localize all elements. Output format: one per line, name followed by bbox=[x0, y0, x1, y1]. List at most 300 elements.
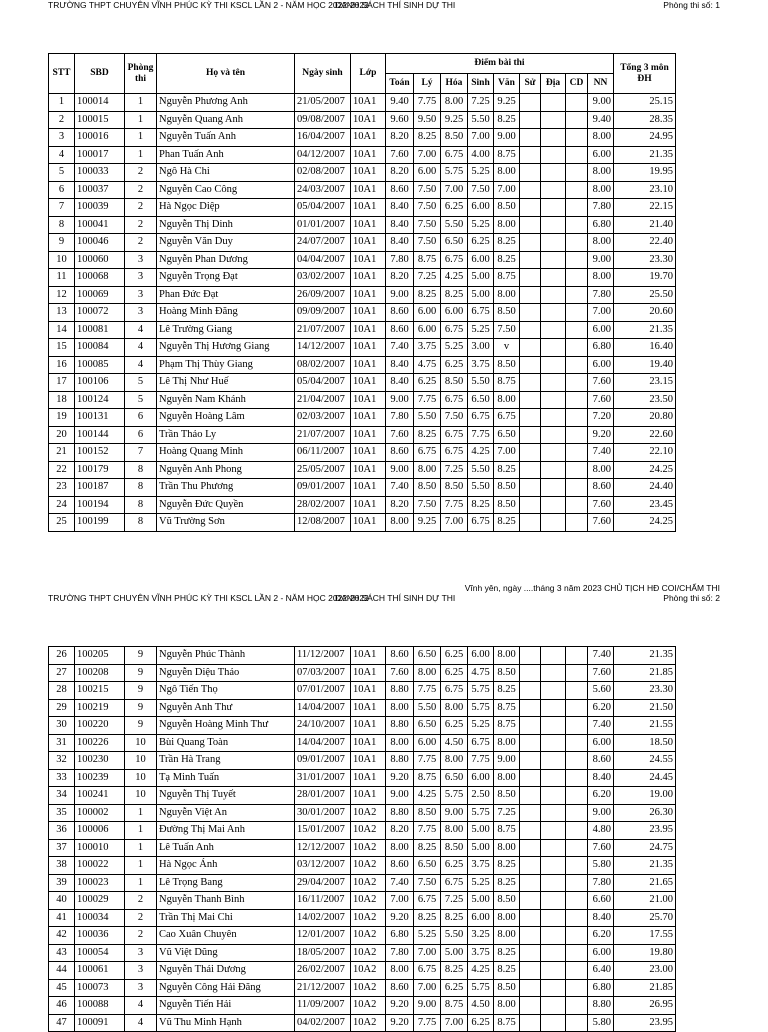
sbd-cell: 100091 bbox=[75, 1014, 125, 1032]
physics-score: 3.75 bbox=[414, 339, 441, 357]
geography-score bbox=[541, 909, 566, 927]
biology-score: 6.25 bbox=[468, 234, 494, 252]
history-score bbox=[520, 699, 541, 717]
table-row bbox=[49, 409, 676, 427]
english-score: 7.40 bbox=[588, 444, 614, 462]
geography-score bbox=[541, 164, 566, 182]
stt-cell: 41 bbox=[49, 909, 75, 927]
sbd-cell: 100219 bbox=[75, 699, 125, 717]
english-score: 7.60 bbox=[588, 496, 614, 514]
room-cell: 8 bbox=[125, 496, 157, 514]
col-subject: Địa bbox=[541, 74, 566, 94]
table-row bbox=[49, 129, 676, 147]
sbd-cell: 100144 bbox=[75, 426, 125, 444]
history-score bbox=[520, 514, 541, 532]
english-score: 8.00 bbox=[588, 234, 614, 252]
class-cell: 10A1 bbox=[351, 514, 386, 532]
sbd-cell: 100230 bbox=[75, 752, 125, 770]
literature-score: 8.00 bbox=[494, 997, 520, 1015]
sbd-cell: 100106 bbox=[75, 374, 125, 392]
geography-score bbox=[541, 822, 566, 840]
geography-score bbox=[541, 857, 566, 875]
name-cell: Vũ Trường Sơn bbox=[157, 514, 295, 532]
dob-cell: 14/04/2007 bbox=[295, 734, 351, 752]
literature-score: 8.00 bbox=[494, 391, 520, 409]
table-row bbox=[49, 356, 676, 374]
room-cell: 3 bbox=[125, 251, 157, 269]
class-cell: 10A1 bbox=[351, 216, 386, 234]
biology-score: 5.75 bbox=[468, 804, 494, 822]
civics-score bbox=[566, 391, 588, 409]
history-score bbox=[520, 94, 541, 112]
table-row bbox=[49, 251, 676, 269]
chemistry-score: 5.50 bbox=[441, 927, 468, 945]
table-row bbox=[49, 111, 676, 129]
table-row bbox=[49, 234, 676, 252]
total-score: 25.50 bbox=[614, 286, 676, 304]
name-cell: Nguyễn Hoàng Lâm bbox=[157, 409, 295, 427]
stt-cell: 32 bbox=[49, 752, 75, 770]
name-cell: Nguyễn Thị Tuyết bbox=[157, 787, 295, 805]
name-cell: Nguyễn Công Hải Đăng bbox=[157, 979, 295, 997]
history-score bbox=[520, 769, 541, 787]
physics-score: 7.00 bbox=[414, 979, 441, 997]
literature-score: 6.50 bbox=[494, 426, 520, 444]
biology-score: 7.00 bbox=[468, 129, 494, 147]
english-score: 5.80 bbox=[588, 857, 614, 875]
math-score: 9.00 bbox=[386, 461, 414, 479]
table-row bbox=[49, 321, 676, 339]
stt-cell: 6 bbox=[49, 181, 75, 199]
stt-cell: 21 bbox=[49, 444, 75, 462]
physics-score: 5.50 bbox=[414, 699, 441, 717]
biology-score: 5.75 bbox=[468, 979, 494, 997]
literature-score: 8.00 bbox=[494, 769, 520, 787]
chemistry-score: 6.75 bbox=[441, 444, 468, 462]
class-cell: 10A2 bbox=[351, 979, 386, 997]
civics-score bbox=[566, 962, 588, 980]
stt-cell: 10 bbox=[49, 251, 75, 269]
literature-score: 8.50 bbox=[494, 664, 520, 682]
history-score bbox=[520, 1014, 541, 1032]
biology-score: 3.75 bbox=[468, 944, 494, 962]
history-score bbox=[520, 286, 541, 304]
history-score bbox=[520, 146, 541, 164]
stt-cell: 4 bbox=[49, 146, 75, 164]
total-score: 26.95 bbox=[614, 997, 676, 1015]
dob-cell: 15/01/2007 bbox=[295, 822, 351, 840]
biology-score: 5.50 bbox=[468, 461, 494, 479]
history-score bbox=[520, 374, 541, 392]
name-cell: Nguyễn Phúc Thành bbox=[157, 647, 295, 665]
chemistry-score: 9.00 bbox=[441, 804, 468, 822]
dob-cell: 07/01/2007 bbox=[295, 682, 351, 700]
sbd-cell: 100061 bbox=[75, 962, 125, 980]
table-row bbox=[49, 839, 676, 857]
math-score: 9.20 bbox=[386, 909, 414, 927]
table-row bbox=[49, 164, 676, 182]
geography-score bbox=[541, 979, 566, 997]
civics-score bbox=[566, 234, 588, 252]
col-subject: Hóa bbox=[441, 74, 468, 94]
stt-cell: 16 bbox=[49, 356, 75, 374]
total-score: 23.95 bbox=[614, 822, 676, 840]
stt-cell: 45 bbox=[49, 979, 75, 997]
english-score: 6.00 bbox=[588, 356, 614, 374]
geography-score bbox=[541, 251, 566, 269]
geography-score bbox=[541, 444, 566, 462]
stt-cell: 38 bbox=[49, 857, 75, 875]
sbd-cell: 100072 bbox=[75, 304, 125, 322]
physics-score: 7.50 bbox=[414, 234, 441, 252]
english-score: 5.80 bbox=[588, 1014, 614, 1032]
math-score: 6.80 bbox=[386, 927, 414, 945]
literature-score: 8.25 bbox=[494, 461, 520, 479]
dob-cell: 16/11/2007 bbox=[295, 892, 351, 910]
math-score: 8.20 bbox=[386, 269, 414, 287]
history-score bbox=[520, 356, 541, 374]
literature-score: 7.00 bbox=[494, 181, 520, 199]
name-cell: Nguyễn Tuấn Anh bbox=[157, 129, 295, 147]
col-subject: CD bbox=[566, 74, 588, 94]
literature-score: 8.00 bbox=[494, 927, 520, 945]
biology-score: 5.25 bbox=[468, 216, 494, 234]
math-score: 8.00 bbox=[386, 962, 414, 980]
total-score: 17.55 bbox=[614, 927, 676, 945]
english-score: 5.60 bbox=[588, 682, 614, 700]
dob-cell: 31/01/2007 bbox=[295, 769, 351, 787]
col-sbd: SBD bbox=[75, 54, 125, 94]
history-score bbox=[520, 927, 541, 945]
stt-cell: 13 bbox=[49, 304, 75, 322]
english-score: 7.60 bbox=[588, 839, 614, 857]
civics-score bbox=[566, 682, 588, 700]
math-score: 7.40 bbox=[386, 339, 414, 357]
sbd-cell: 100239 bbox=[75, 769, 125, 787]
class-cell: 10A1 bbox=[351, 339, 386, 357]
class-cell: 10A1 bbox=[351, 304, 386, 322]
english-score: 7.20 bbox=[588, 409, 614, 427]
total-score: 21.40 bbox=[614, 216, 676, 234]
room-cell: 9 bbox=[125, 717, 157, 735]
civics-score bbox=[566, 479, 588, 497]
civics-score bbox=[566, 426, 588, 444]
history-score bbox=[520, 426, 541, 444]
english-score: 8.00 bbox=[588, 129, 614, 147]
math-score: 8.80 bbox=[386, 682, 414, 700]
biology-score: 4.25 bbox=[468, 444, 494, 462]
stt-cell: 26 bbox=[49, 647, 75, 665]
history-score bbox=[520, 822, 541, 840]
english-score: 9.00 bbox=[588, 251, 614, 269]
room-cell: 4 bbox=[125, 1014, 157, 1032]
literature-score: 8.50 bbox=[494, 892, 520, 910]
english-score: 8.00 bbox=[588, 164, 614, 182]
table-row bbox=[49, 461, 676, 479]
class-cell: 10A2 bbox=[351, 839, 386, 857]
school-exam-title: TRƯỜNG THPT CHUYÊN VĨNH PHÚC KỲ THI KSCL LẦN 2 - NĂM HỌC 2022-2023 bbox=[48, 593, 369, 603]
class-cell: 10A2 bbox=[351, 997, 386, 1015]
chemistry-score: 6.75 bbox=[441, 874, 468, 892]
literature-score: 9.00 bbox=[494, 752, 520, 770]
physics-score: 7.50 bbox=[414, 216, 441, 234]
civics-score bbox=[566, 321, 588, 339]
civics-score bbox=[566, 339, 588, 357]
biology-score: 5.00 bbox=[468, 286, 494, 304]
col-dob: Ngày sinh bbox=[295, 54, 351, 94]
sbd-cell: 100187 bbox=[75, 479, 125, 497]
room-cell: 4 bbox=[125, 339, 157, 357]
dob-cell: 24/07/2007 bbox=[295, 234, 351, 252]
geography-score bbox=[541, 479, 566, 497]
physics-score: 7.75 bbox=[414, 391, 441, 409]
english-score: 7.80 bbox=[588, 874, 614, 892]
dob-cell: 21/04/2007 bbox=[295, 391, 351, 409]
chemistry-score: 5.75 bbox=[441, 164, 468, 182]
civics-score bbox=[566, 822, 588, 840]
math-score: 7.60 bbox=[386, 146, 414, 164]
class-cell: 10A1 bbox=[351, 444, 386, 462]
math-score: 8.80 bbox=[386, 717, 414, 735]
stt-cell: 43 bbox=[49, 944, 75, 962]
dob-cell: 01/01/2007 bbox=[295, 216, 351, 234]
col-name: Họ và tên bbox=[157, 54, 295, 94]
sbd-cell: 100046 bbox=[75, 234, 125, 252]
class-cell: 10A2 bbox=[351, 892, 386, 910]
biology-score: 5.50 bbox=[468, 374, 494, 392]
english-score: 7.60 bbox=[588, 391, 614, 409]
physics-score: 4.75 bbox=[414, 356, 441, 374]
chemistry-score: 6.25 bbox=[441, 857, 468, 875]
geography-score bbox=[541, 461, 566, 479]
history-score bbox=[520, 234, 541, 252]
sbd-cell: 100179 bbox=[75, 461, 125, 479]
dob-cell: 04/12/2007 bbox=[295, 146, 351, 164]
history-score bbox=[520, 409, 541, 427]
geography-score bbox=[541, 321, 566, 339]
total-score: 22.10 bbox=[614, 444, 676, 462]
col-total: Tổng 3 môn ĐH bbox=[614, 54, 676, 94]
name-cell: Nguyễn Việt An bbox=[157, 804, 295, 822]
sbd-cell: 100152 bbox=[75, 444, 125, 462]
signature-line: Vĩnh yên, ngày ....tháng 3 năm 2023 CHỦ TỊCH HĐ COI/CHẤM THI bbox=[464, 583, 720, 593]
room-number: Phòng thi số: 1 bbox=[663, 0, 720, 10]
english-score: 7.40 bbox=[588, 647, 614, 665]
chemistry-score: 8.50 bbox=[441, 839, 468, 857]
physics-score: 9.00 bbox=[414, 997, 441, 1015]
room-cell: 9 bbox=[125, 664, 157, 682]
name-cell: Phan Tuấn Anh bbox=[157, 146, 295, 164]
name-cell: Cao Xuân Chuyên bbox=[157, 927, 295, 945]
room-cell: 5 bbox=[125, 391, 157, 409]
chemistry-score: 6.75 bbox=[441, 321, 468, 339]
biology-score: 6.75 bbox=[468, 304, 494, 322]
geography-score bbox=[541, 199, 566, 217]
civics-score bbox=[566, 199, 588, 217]
total-score: 21.65 bbox=[614, 874, 676, 892]
chemistry-score: 4.25 bbox=[441, 269, 468, 287]
biology-score: 6.75 bbox=[468, 514, 494, 532]
geography-score bbox=[541, 699, 566, 717]
table-row bbox=[49, 874, 676, 892]
room-cell: 2 bbox=[125, 216, 157, 234]
chemistry-score: 6.25 bbox=[441, 979, 468, 997]
chemistry-score: 6.25 bbox=[441, 717, 468, 735]
total-score: 22.15 bbox=[614, 199, 676, 217]
math-score: 8.60 bbox=[386, 181, 414, 199]
physics-score: 6.00 bbox=[414, 734, 441, 752]
history-score bbox=[520, 461, 541, 479]
dob-cell: 07/03/2007 bbox=[295, 664, 351, 682]
name-cell: Nguyễn Anh Phong bbox=[157, 461, 295, 479]
room-cell: 3 bbox=[125, 979, 157, 997]
geography-score bbox=[541, 962, 566, 980]
sbd-cell: 100199 bbox=[75, 514, 125, 532]
col-subject: Lý bbox=[414, 74, 441, 94]
geography-score bbox=[541, 269, 566, 287]
chemistry-score: 6.00 bbox=[441, 304, 468, 322]
sbd-cell: 100034 bbox=[75, 909, 125, 927]
history-score bbox=[520, 804, 541, 822]
english-score: 8.60 bbox=[588, 752, 614, 770]
dob-cell: 21/07/2007 bbox=[295, 321, 351, 339]
history-score bbox=[520, 997, 541, 1015]
chemistry-score: 6.75 bbox=[441, 682, 468, 700]
geography-score bbox=[541, 682, 566, 700]
total-score: 24.95 bbox=[614, 129, 676, 147]
dob-cell: 14/02/2007 bbox=[295, 909, 351, 927]
chemistry-score: 5.00 bbox=[441, 944, 468, 962]
literature-score: v bbox=[494, 339, 520, 357]
chemistry-score: 6.25 bbox=[441, 664, 468, 682]
biology-score: 6.75 bbox=[468, 734, 494, 752]
table-row bbox=[49, 339, 676, 357]
name-cell: Nguyễn Thanh Bình bbox=[157, 892, 295, 910]
biology-score: 5.00 bbox=[468, 839, 494, 857]
physics-score: 8.50 bbox=[414, 804, 441, 822]
math-score: 8.60 bbox=[386, 321, 414, 339]
table-row bbox=[49, 94, 676, 112]
geography-score bbox=[541, 874, 566, 892]
english-score: 7.00 bbox=[588, 304, 614, 322]
math-score: 9.00 bbox=[386, 787, 414, 805]
sbd-cell: 100124 bbox=[75, 391, 125, 409]
english-score: 4.80 bbox=[588, 822, 614, 840]
civics-score bbox=[566, 927, 588, 945]
physics-score: 5.50 bbox=[414, 409, 441, 427]
name-cell: Nguyễn Tiến Hải bbox=[157, 997, 295, 1015]
literature-score: 8.75 bbox=[494, 717, 520, 735]
room-cell: 3 bbox=[125, 269, 157, 287]
math-score: 7.80 bbox=[386, 944, 414, 962]
dob-cell: 05/04/2007 bbox=[295, 374, 351, 392]
math-score: 8.40 bbox=[386, 374, 414, 392]
math-score: 8.80 bbox=[386, 752, 414, 770]
name-cell: Trần Hà Trang bbox=[157, 752, 295, 770]
chemistry-score: 6.50 bbox=[441, 769, 468, 787]
geography-score bbox=[541, 286, 566, 304]
literature-score: 8.25 bbox=[494, 111, 520, 129]
biology-score: 7.75 bbox=[468, 752, 494, 770]
physics-score: 6.75 bbox=[414, 892, 441, 910]
table-row bbox=[49, 286, 676, 304]
literature-score: 7.25 bbox=[494, 804, 520, 822]
civics-score bbox=[566, 699, 588, 717]
room-cell: 4 bbox=[125, 997, 157, 1015]
stt-cell: 14 bbox=[49, 321, 75, 339]
dob-cell: 11/09/2007 bbox=[295, 997, 351, 1015]
room-cell: 2 bbox=[125, 927, 157, 945]
math-score: 8.00 bbox=[386, 839, 414, 857]
geography-score bbox=[541, 181, 566, 199]
total-score: 26.30 bbox=[614, 804, 676, 822]
dob-cell: 12/12/2007 bbox=[295, 839, 351, 857]
table-row bbox=[49, 997, 676, 1015]
list-title: DANH SÁCH THÍ SINH DỰ THI bbox=[335, 593, 456, 603]
english-score: 6.80 bbox=[588, 216, 614, 234]
english-score: 9.40 bbox=[588, 111, 614, 129]
stt-cell: 20 bbox=[49, 426, 75, 444]
dob-cell: 12/01/2007 bbox=[295, 927, 351, 945]
stt-cell: 8 bbox=[49, 216, 75, 234]
room-cell: 8 bbox=[125, 461, 157, 479]
physics-score: 8.25 bbox=[414, 839, 441, 857]
geography-score bbox=[541, 111, 566, 129]
name-cell: Nguyễn Cao Công bbox=[157, 181, 295, 199]
sbd-cell: 100220 bbox=[75, 717, 125, 735]
table-row bbox=[49, 374, 676, 392]
chemistry-score: 9.25 bbox=[441, 111, 468, 129]
civics-score bbox=[566, 216, 588, 234]
physics-score: 7.00 bbox=[414, 146, 441, 164]
total-score: 22.60 bbox=[614, 426, 676, 444]
class-cell: 10A2 bbox=[351, 857, 386, 875]
sbd-cell: 100029 bbox=[75, 892, 125, 910]
english-score: 7.40 bbox=[588, 717, 614, 735]
table-row bbox=[49, 304, 676, 322]
total-score: 21.85 bbox=[614, 664, 676, 682]
civics-score bbox=[566, 444, 588, 462]
physics-score: 8.00 bbox=[414, 664, 441, 682]
civics-score bbox=[566, 787, 588, 805]
chemistry-score: 8.00 bbox=[441, 822, 468, 840]
english-score: 6.40 bbox=[588, 962, 614, 980]
biology-score: 5.75 bbox=[468, 682, 494, 700]
civics-score bbox=[566, 461, 588, 479]
math-score: 8.20 bbox=[386, 129, 414, 147]
stt-cell: 33 bbox=[49, 769, 75, 787]
literature-score: 8.00 bbox=[494, 164, 520, 182]
biology-score: 5.75 bbox=[468, 699, 494, 717]
room-cell: 1 bbox=[125, 94, 157, 112]
col-subject: Văn bbox=[494, 74, 520, 94]
sbd-cell: 100039 bbox=[75, 199, 125, 217]
total-score: 23.15 bbox=[614, 374, 676, 392]
math-score: 7.00 bbox=[386, 892, 414, 910]
chemistry-score: 5.25 bbox=[441, 339, 468, 357]
physics-score: 8.75 bbox=[414, 769, 441, 787]
table-row bbox=[49, 892, 676, 910]
class-cell: 10A1 bbox=[351, 717, 386, 735]
literature-score: 8.75 bbox=[494, 269, 520, 287]
literature-score: 8.25 bbox=[494, 944, 520, 962]
room-cell: 3 bbox=[125, 304, 157, 322]
english-score: 8.00 bbox=[588, 181, 614, 199]
dob-cell: 02/03/2007 bbox=[295, 409, 351, 427]
geography-score bbox=[541, 647, 566, 665]
math-score: 7.80 bbox=[386, 251, 414, 269]
stt-cell: 46 bbox=[49, 997, 75, 1015]
